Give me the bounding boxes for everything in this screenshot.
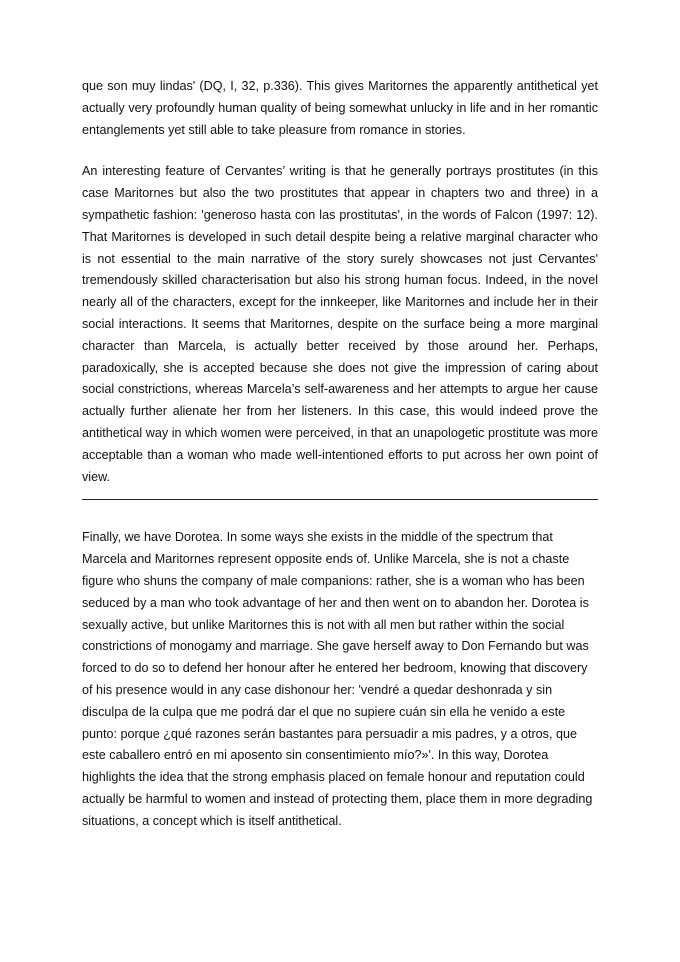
horizontal-rule [82,499,598,500]
paragraph-cervantes-prostitutes: An interesting feature of Cervantes’ writing is that he generally portrays prostitutes (in this case Maritornes but also the two prostitutes that appear in chapters two and three) in a sympathetic fashion: 'generoso hasta con las prostitutas', in the words of Falcon (1997: 12). That Maritornes is developed in such detail despite being a relative marginal character who is not essential to the main narrative of the story surely showcases not just Cervantes' tremendously skilled characterisation but also his strong human focus. Indeed, in the novel nearly all of the characters, except for the innkeeper, like Maritornes and include her in their social interactions. It seems that Maritornes, despite on the surface being a more marginal character than Marcela, is actually better received by those around her. Perhaps, paradoxically, she is accepted because she does not give the impression of caring about social constrictions, whereas Marcela’s self-awareness and her attempts to argue her cause actually further alienate her from her listeners. In this case, this would indeed prove the antithetical way in which women were perceived, in that an unapologetic prostitute was more acceptable than a woman who made well-intentioned efforts to put across her own point of view. [82,164,598,484]
paragraph-dorotea: Finally, we have Dorotea. In some ways she exists in the middle of the spectrum that Marcela and Maritornes represent opposite ends of. Unlike Marcela, she is not a chaste figure who shuns the company of male companions: rather, she is a woman who has been seduced by a man who took advantage of her and then went on to abandon her. Dorotea is sexually active, but unlike Maritornes this is not with all men but rather within the social constrictions of monogamy and marriage. She gave herself away to Don Fernando but was forced to do so to defend her honour after he entered her bedroom, knowing that discovery of his presence would in any case dishonour her: 'vendré a quedar deshonrada y sin disculpa de la culpa que me podrá dar el que no supiere cuán sin ella he venido a este punto: porque ¿qué razones serán bastantes para persuadir a mis padres, y a otros, que este caballero entró en mi aposento sin consentimiento mío?»'. In this way, Dorotea highlights the idea that the strong emphasis placed on female honour and reputation could actually be harmful to women and instead of protecting them, place them in more degrading situations, a concept which is itself antithetical. [82,530,593,828]
document-page [82,76,598,833]
paragraph-maritornes-romance: que son muy lindas' (DQ, I, 32, p.336). This gives Maritornes the apparently antithetical yet actually very profoundly human quality of being somewhat unlucky in life and in her romantic entanglements yet still able to take pleasure from romance in stories. [82,79,598,137]
